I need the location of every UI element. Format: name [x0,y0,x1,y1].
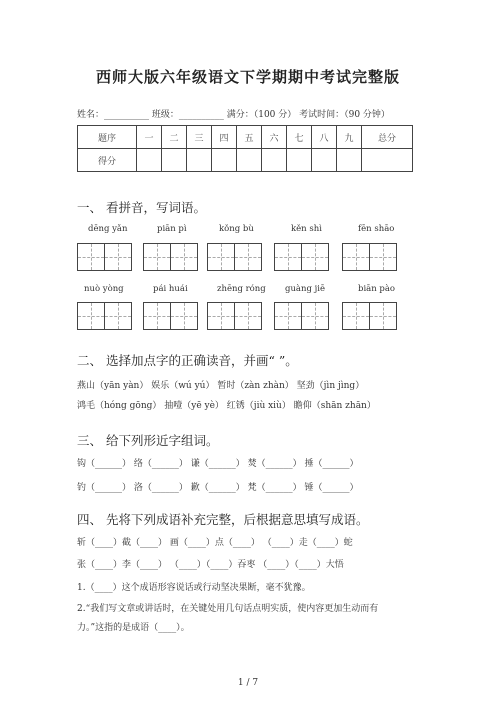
idiom-question: 力。”这指的是成语（____）。 [77,623,190,633]
score-input-cell[interactable] [262,149,287,172]
pronunciation-line: 燕山（yān yàn） 娱乐（wú yú） 暂时（zàn zhàn） 坚劲（jìn jìng） [77,381,365,391]
writing-grid[interactable] [274,243,328,271]
score-header-cell: 三 [187,126,212,149]
score-header-cell: 一 [137,126,162,149]
writing-grid[interactable] [77,302,131,330]
idiom-line: 斩（____）截（____） 画（____）点（____） （____）走（____）蛇 [77,538,353,548]
score-header-cell: 二 [162,126,187,149]
writing-grid[interactable] [143,302,197,330]
score-header-cell: 总分 [362,126,413,149]
pinyin-label: dēng yǎn [88,224,128,234]
section4-heading: 四、 先将下列成语补充完整，后根据意思填写成语。 [77,512,369,527]
score-header-cell: 六 [262,126,287,149]
pinyin-label: pái huái [153,284,188,294]
writing-grid[interactable] [77,243,131,271]
section2-heading: 二、 选择加点字的正确读音，并画“ ”。 [77,353,298,368]
score-input-cell[interactable] [162,149,187,172]
score-table [77,125,413,172]
score-header-cell: 题序 [78,126,137,149]
score-table-score-row [78,149,413,172]
score-row-label: 得分 [78,149,137,172]
page-number: 1 / 7 [237,678,259,688]
pinyin-label: kǒng bù [219,224,254,234]
writing-grid[interactable] [207,243,261,271]
pinyin-label: fēn shāo [358,224,395,234]
word-group-line: 钓（______） 洛（______） 歉（______） 梵（______） 锤（______） [77,483,359,493]
section3-heading: 三、 给下列形近字组词。 [77,433,219,448]
score-input-cell[interactable] [312,149,337,172]
score-table-header-row [78,126,413,149]
pronunciation-line: 鸿毛（hóng gōng） 抽噎（yē yè） 红锈（jiù xiù） 瞻仰（shān zhān） [77,401,376,411]
writing-grid[interactable] [207,302,261,330]
pinyin-label: guàng jiē [285,284,325,294]
word-group-line: 钩（______） 络（______） 谦（______） 焚（______） 捶（______） [77,459,359,469]
pinyin-label: piān pì [157,224,187,234]
score-input-cell[interactable] [362,149,413,172]
idiom-line: 张（____）李（____） （____）（____）吞枣 （____）（____）大悟 [77,560,344,570]
score-header-cell: 八 [312,126,337,149]
pinyin-label: biān pào [358,284,396,294]
document-title: 西师大版六年级语文下学期期中考试完整版 [95,68,400,86]
pinyin-label: zhēng róng [217,284,266,294]
score-input-cell[interactable] [337,149,362,172]
pinyin-label: nuò yòng [84,284,124,294]
section1-heading: 一、 看拼音，写词语。 [77,200,206,215]
score-input-cell[interactable] [212,149,237,172]
score-input-cell[interactable] [137,149,162,172]
writing-grid[interactable] [274,302,328,330]
score-input-cell[interactable] [187,149,212,172]
score-input-cell[interactable] [287,149,312,172]
score-header-cell: 七 [287,126,312,149]
student-info-line: 姓名：__________ 班级：__________ 满分：（100 分） 考试时间：（90 分钟） [77,110,390,120]
writing-grid[interactable] [342,243,396,271]
score-header-cell: 四 [212,126,237,149]
score-header-cell: 九 [337,126,362,149]
writing-grid[interactable] [143,243,197,271]
idiom-question: 1.（____）这个成语形容说话或行动坚决果断，毫不犹豫。 [77,583,311,593]
pinyin-label: kěn shì [291,224,322,234]
idiom-question: 2.“我们写文章或讲话时，在关键处用几句话点明实质，使内容更加生动而有 [77,604,379,614]
score-header-cell: 五 [237,126,262,149]
score-input-cell[interactable] [237,149,262,172]
writing-grid[interactable] [342,302,396,330]
